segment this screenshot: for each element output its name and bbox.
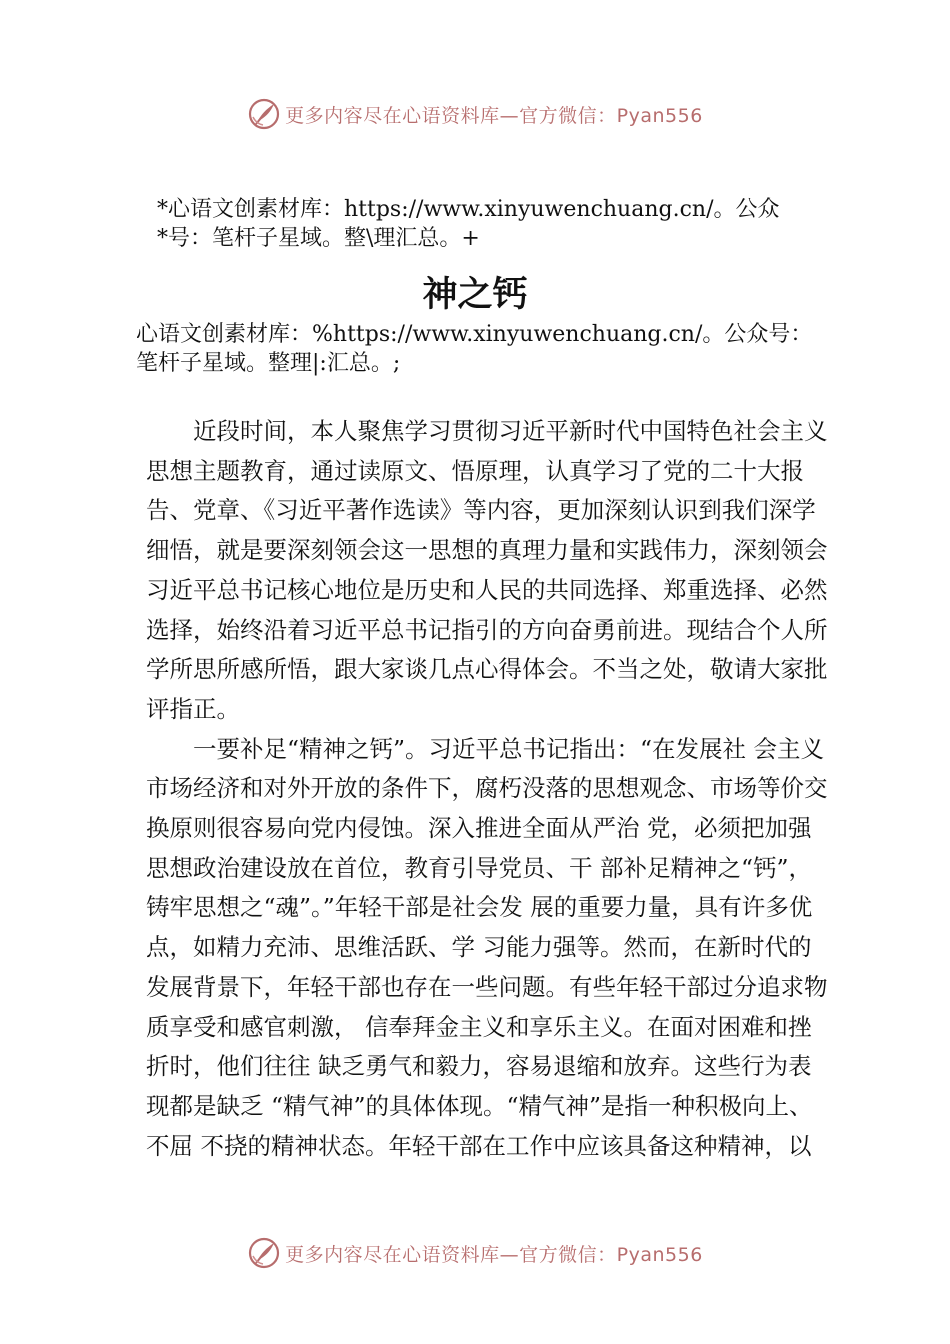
header-watermark-banner bbox=[0, 94, 950, 134]
source-note-1-line-2: *号：笔杆子星域。整\理汇总。+ bbox=[157, 226, 480, 251]
page-title: 神之钙 bbox=[422, 274, 528, 315]
source-note-2-line-2: 笔杆子星域。整理|:汇总。; bbox=[136, 351, 401, 376]
article-body bbox=[146, 412, 828, 1166]
footer-watermark-text: 更多内容尽在心语资料库—官方微信：Pyan556 bbox=[285, 1243, 703, 1266]
footer-watermark-banner bbox=[0, 1233, 950, 1273]
body-paragraph: 近段时间，本人聚焦学习贯彻习近平新时代中国特色社会主义思想主题教育，通过读原文、悟原理，认真学习了党的二十大报告、党章、《习近平著作选读》等内容，更加深刻认识到我们深学细悟，就是要深刻领会这一思想的真理力量和实践伟力，深刻领会习近平总书记核心地位是历史和人民的共同选择、郑重选择、必然选择，始终沿着习近平总书记指引的方向奋勇前进。现结合个人所学所思所感所悟，跟大家谈几点心得体会。不当之处，敬请大家批评指正。 bbox=[146, 417, 828, 723]
quill-pen-logo-icon bbox=[247, 97, 281, 131]
source-note-1-line-1: *心语文创素材库：https://www.xinyuwenchuang.cn/。公众 bbox=[157, 197, 780, 222]
source-note-2-line-1: 心语文创素材库：%https://www.xinyuwenchuang.cn/。公众号： bbox=[136, 322, 813, 347]
body-paragraph: 一要补足“精神之钙”。习近平总书记指出：“在发展社 会主义市场经济和对外开放的条件下，腐朽没落的思想观念、市场等价交换原则很容易向党内侵蚀。深入推进全面从严治 党，必须把加强思想政治建设放在首位，教育引导党员、干 部补足精神之“钙”，铸牢思想之“魂”。”年轻干部是社会发 展的重要力量，具有许多优点，如精力充沛、思维活跃、学 习能力强等。然而，在新时代的发展背景下，年轻干部也存在一些问题。有些年轻干部过分追求物质享受和感官刺激， 信奉拜金主义和享乐主义。在面对困难和挫折时，他们往往 缺乏勇气和毅力，容易退缩和放弃。这些行为表现都是缺乏 “精气神”的具体体现。“精气神”是指一种积极向上、不屈 不挠的精神状态。年轻干部在工作中应该具备这种精神，以 bbox=[146, 734, 828, 1160]
header-watermark-text: 更多内容尽在心语资料库—官方微信：Pyan556 bbox=[285, 104, 703, 127]
quill-pen-logo-icon bbox=[247, 1236, 281, 1270]
